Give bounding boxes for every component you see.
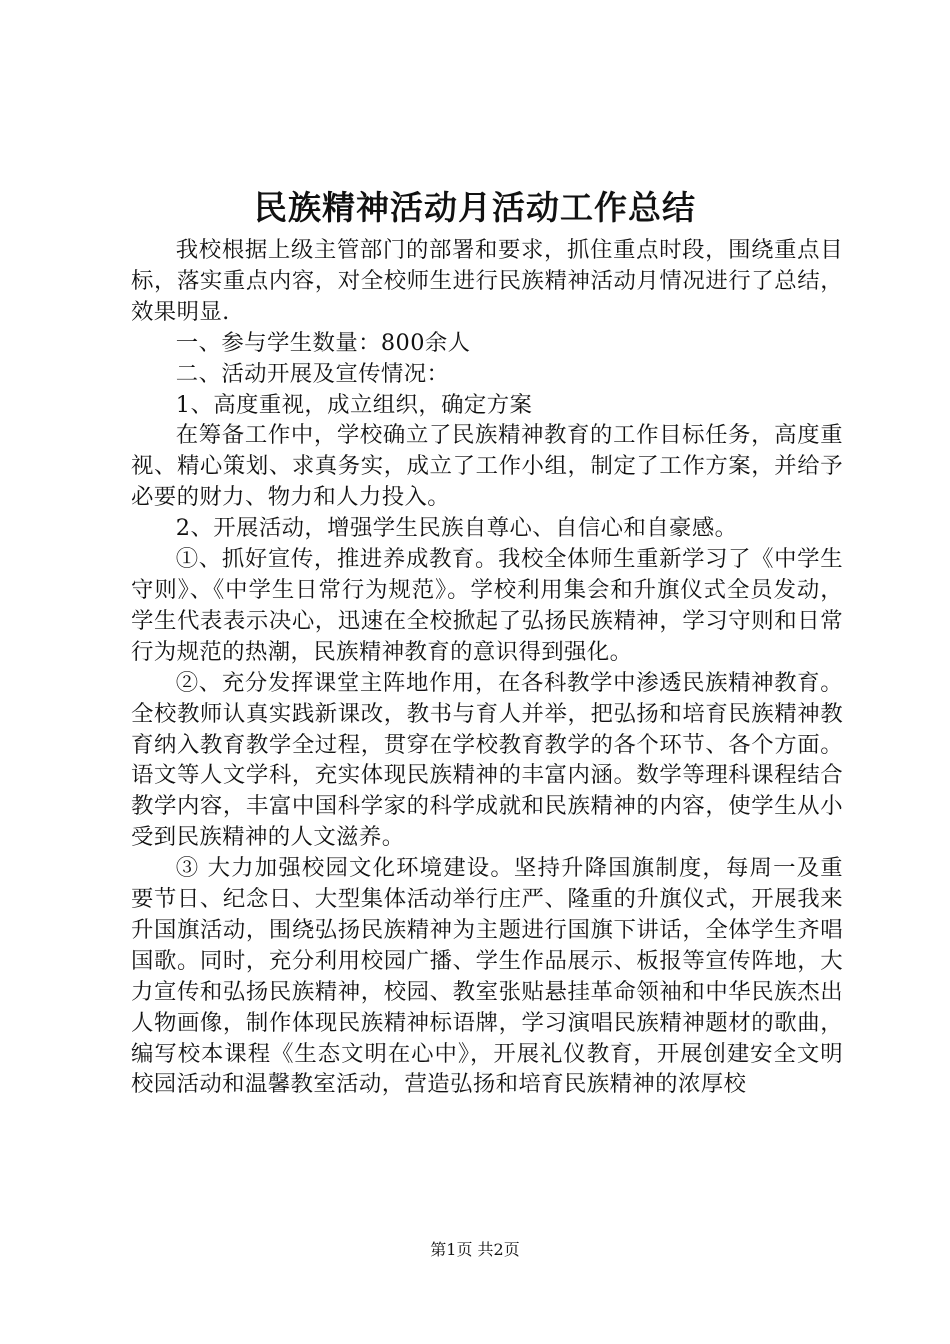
- paragraph-intro: 我校根据上级主管部门的部署和要求，抓住重点时段，围绕重点目标，落实重点内容，对全校师生进行民族精神活动月情况进行了总结，效果明显.: [131, 237, 843, 325]
- paragraph-preparation: 在筹备工作中，学校确立了民族精神教育的工作目标任务，高度重视、精心策划、求真务实，成立了工作小组，制定了工作方案，并给予必要的财力、物力和人力投入。: [131, 422, 843, 511]
- page-footer: 第1页 共2页: [430, 1240, 520, 1259]
- paragraph-student-count: 一、参与学生数量：800余人: [175, 329, 471, 356]
- paragraph-item-1: ①、抓好宣传，推进养成教育。我校全体师生重新学习了《中学生守则》、《中学生日常行为规范》。学校利用集会和升旗仪式全员发动，学生代表表示决心，迅速在全校掀起了弘扬民族精神，学习守则和日常行为规范的热潮，民族精神教育的意识得到强化。: [131, 546, 843, 665]
- document-title: 民族精神活动月活动工作总结: [254, 188, 696, 227]
- paragraph-section-2-heading: 2、开展活动，增强学生民族自尊心、自信心和自豪感。: [175, 515, 738, 542]
- document-body: [131, 235, 843, 1100]
- paragraph-item-3: ③ 大力加强校园文化环境建设。坚持升降国旗制度，每周一及重要节日、纪念日、大型集体活动举行庄严、隆重的升旗仪式，开展我来升国旗活动，围绕弘扬民族精神为主题进行国旗下讲话，全体学生齐唱国歌。同时，充分利用校园广播、学生作品展示、板报等宣传阵地，大力宣传和弘扬民族精神，校园、教室张贴悬挂革命领袖和中华民族杰出人物画像，制作体现民族精神标语牌，学习演唱民族精神题材的歌曲，编写校本课程《生态文明在心中》，开展礼仪教育，开展创建安全文明校园活动和温馨教室活动，营造弘扬和培育民族精神的浓厚校: [131, 855, 843, 1098]
- paragraph-activity-heading: 二、活动开展及宣传情况：: [175, 360, 450, 387]
- paragraph-item-2: ②、充分发挥课堂主阵地作用，在各科教学中渗透民族精神教育。全校教师认真实践新课改，教书与育人并举，把弘扬和培育民族精神教育纳入教育教学全过程，贯穿在学校教育教学的各个环节、各个方面。语文等人文学科，充实体现民族精神的丰富内涵。数学等理科课程结合教学内容，丰富中国科学家的科学成就和民族精神的内容，使学生从小受到民族精神的人文滋养。: [131, 669, 843, 851]
- paragraph-section-1-heading: 1、高度重视，成立组织，确定方案: [175, 391, 533, 418]
